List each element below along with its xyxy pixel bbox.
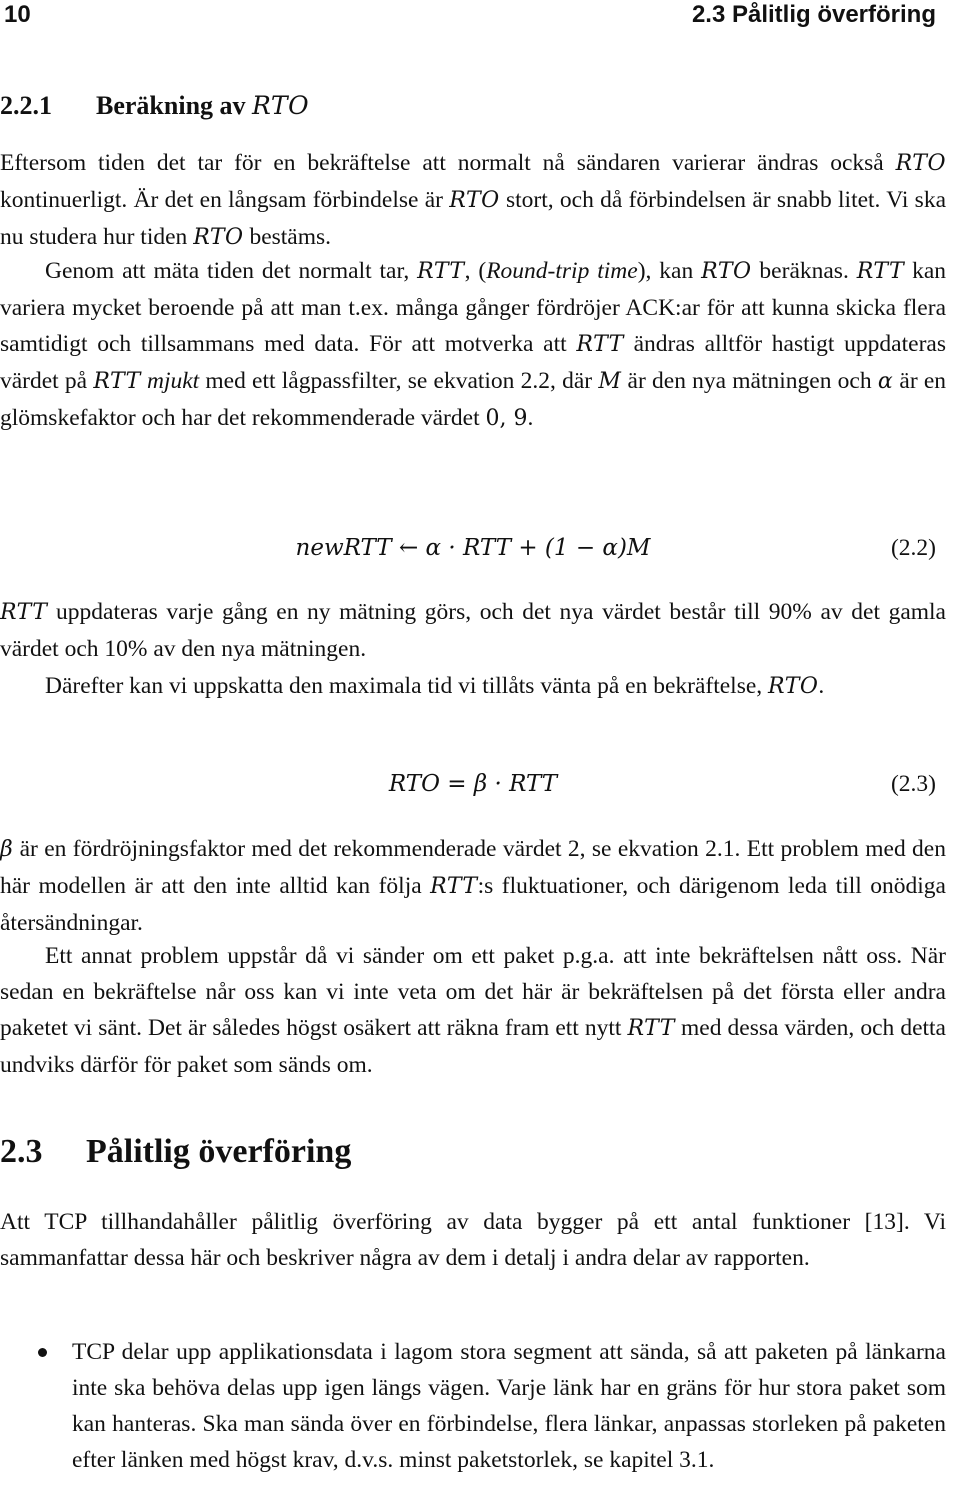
bullet-icon — [38, 1348, 47, 1357]
math-rtt: RTT — [856, 259, 905, 284]
math-rtt: RTT — [576, 332, 624, 357]
math-rtt: RTT — [0, 600, 48, 625]
text: ), kan — [637, 258, 702, 284]
text: ändras alltför hastigt uppdateras värdet på — [0, 331, 946, 394]
math-rto: RTO — [701, 259, 752, 284]
paragraph-1 — [0, 145, 946, 256]
text: med ett lågpassfilter, se ekvation 2.2, där — [199, 368, 599, 394]
subsection-number: 2.2.1 — [0, 91, 52, 120]
text: Genom att mäta tiden det normalt tar, — [45, 258, 418, 284]
math-alpha: α — [877, 369, 894, 394]
math-rto: RTO — [895, 151, 946, 176]
math-rto: RTO — [449, 188, 500, 213]
equation-formula: RTO = β · RTT — [388, 771, 558, 797]
equation-2-2 — [0, 530, 946, 566]
text: med dessa värden, och detta undviks därför för paket som sänds om. — [0, 1015, 946, 1078]
subsection-title: Beräkning av — [96, 91, 253, 120]
math-rtt: RTT — [93, 369, 141, 394]
running-header — [0, 0, 946, 30]
text: är den nya mätningen och — [621, 368, 878, 394]
text: beräknas. — [751, 258, 857, 284]
text: stort, och då förbindelsen är snabb litet. Vi ska nu studera hur tiden — [0, 187, 946, 250]
text: Ett annat problem uppstår då vi sänder om ett paket p.g.a. att inte bekräftelsen nått oss. När sedan en bekräftelse når oss kan vi inte veta om det här är bekräftelsen på det första eller andra paketet vi sänt. Det är således högst osäkert att räkna fram ett nytt — [0, 943, 946, 1041]
math-value: 0, 9 — [485, 406, 528, 431]
text: :s fluktuationer, och därigenom leda till onödiga återsändningar. — [0, 873, 946, 936]
paragraph-2 — [0, 253, 946, 437]
text: Därefter kan vi uppskatta den maximala tid vi tillåts vänta på en bekräftelse, — [45, 673, 769, 699]
paragraph-6 — [0, 938, 946, 1083]
section-number: 2.3 — [0, 1133, 43, 1170]
text: . — [527, 405, 534, 431]
math-m: M — [598, 369, 622, 394]
equation-2-3 — [0, 766, 946, 802]
bullet-list — [0, 1334, 946, 1478]
section-title: Pålitlig överföring — [86, 1133, 352, 1170]
running-title: 2.3 Pålitlig överföring — [691, 1, 936, 28]
math-rtt: RTT — [417, 259, 465, 284]
text: kontinuerligt. Är det en långsam förbindelse är — [0, 187, 450, 213]
italic-term: mjukt — [146, 368, 200, 394]
text: . — [818, 673, 825, 699]
paragraph-3 — [0, 594, 946, 667]
text: kan variera mycket beroende på att man t.ex. många gånger fördröjer ACK:ar för att kunna skicka flera samtidigt och tillsammans med data. För att motverka att — [0, 258, 947, 357]
subsection-heading — [0, 88, 309, 124]
math-rtt: RTT — [627, 1016, 675, 1041]
math-rto: RTO — [768, 674, 819, 699]
paragraph-4 — [0, 668, 946, 705]
list-item — [0, 1334, 946, 1478]
math-rtt: RTT — [430, 874, 478, 899]
text: uppdateras varje gång en ny mätning görs, och det nya värdet består till 90% av det gamla värdet och 10% av den nya mätningen. — [0, 599, 946, 662]
equation-number: (2.3) — [890, 771, 936, 797]
math-rto: RTO — [193, 225, 244, 250]
text: , ( — [464, 258, 487, 284]
equation-number: (2.2) — [890, 535, 936, 561]
text: Eftersom tiden det tar för en bekräftelse att normalt nå sändaren varierar ändras också — [0, 150, 896, 176]
section-heading — [0, 1130, 351, 1174]
italic-term: Round-trip time — [486, 258, 638, 284]
list-item-text: TCP delar upp applikationsdata i lagom stora segment att sända, så att paketen på länkarna inte ska behöva delas upp igen längs vägen. Varje länk har en gräns för hur stora paket som kan hanteras. Ska man sända över en förbindelse, flera länkar, anpassas storleken på paketen efter länken med högst krav, d.v.s. minst paketstorlek, se kapitel 3.1. — [72, 1339, 946, 1473]
text: är en glömskefaktor och har det rekommenderade värdet — [0, 368, 947, 431]
page-number: 10 — [4, 1, 31, 28]
paragraph-5 — [0, 831, 946, 941]
text: bestäms. — [243, 224, 332, 250]
text: är en fördröjningsfaktor med det rekommenderade värdet 2, se ekvation 2.1. Ett problem med den här modellen är att den inte alltid kan följa — [0, 836, 946, 899]
math-beta: β — [0, 837, 14, 862]
equation-formula: newRTT ← α · RTT + (1 − α)M — [295, 535, 651, 561]
subsection-title-math: RTO — [252, 91, 310, 120]
paragraph-7: Att TCP tillhandahåller pålitlig överföring av data bygger på ett antal funktioner [13]. Vi sammanfattar dessa här och beskriver några av dem i detalj i andra delar av rapporten. — [0, 1209, 946, 1271]
